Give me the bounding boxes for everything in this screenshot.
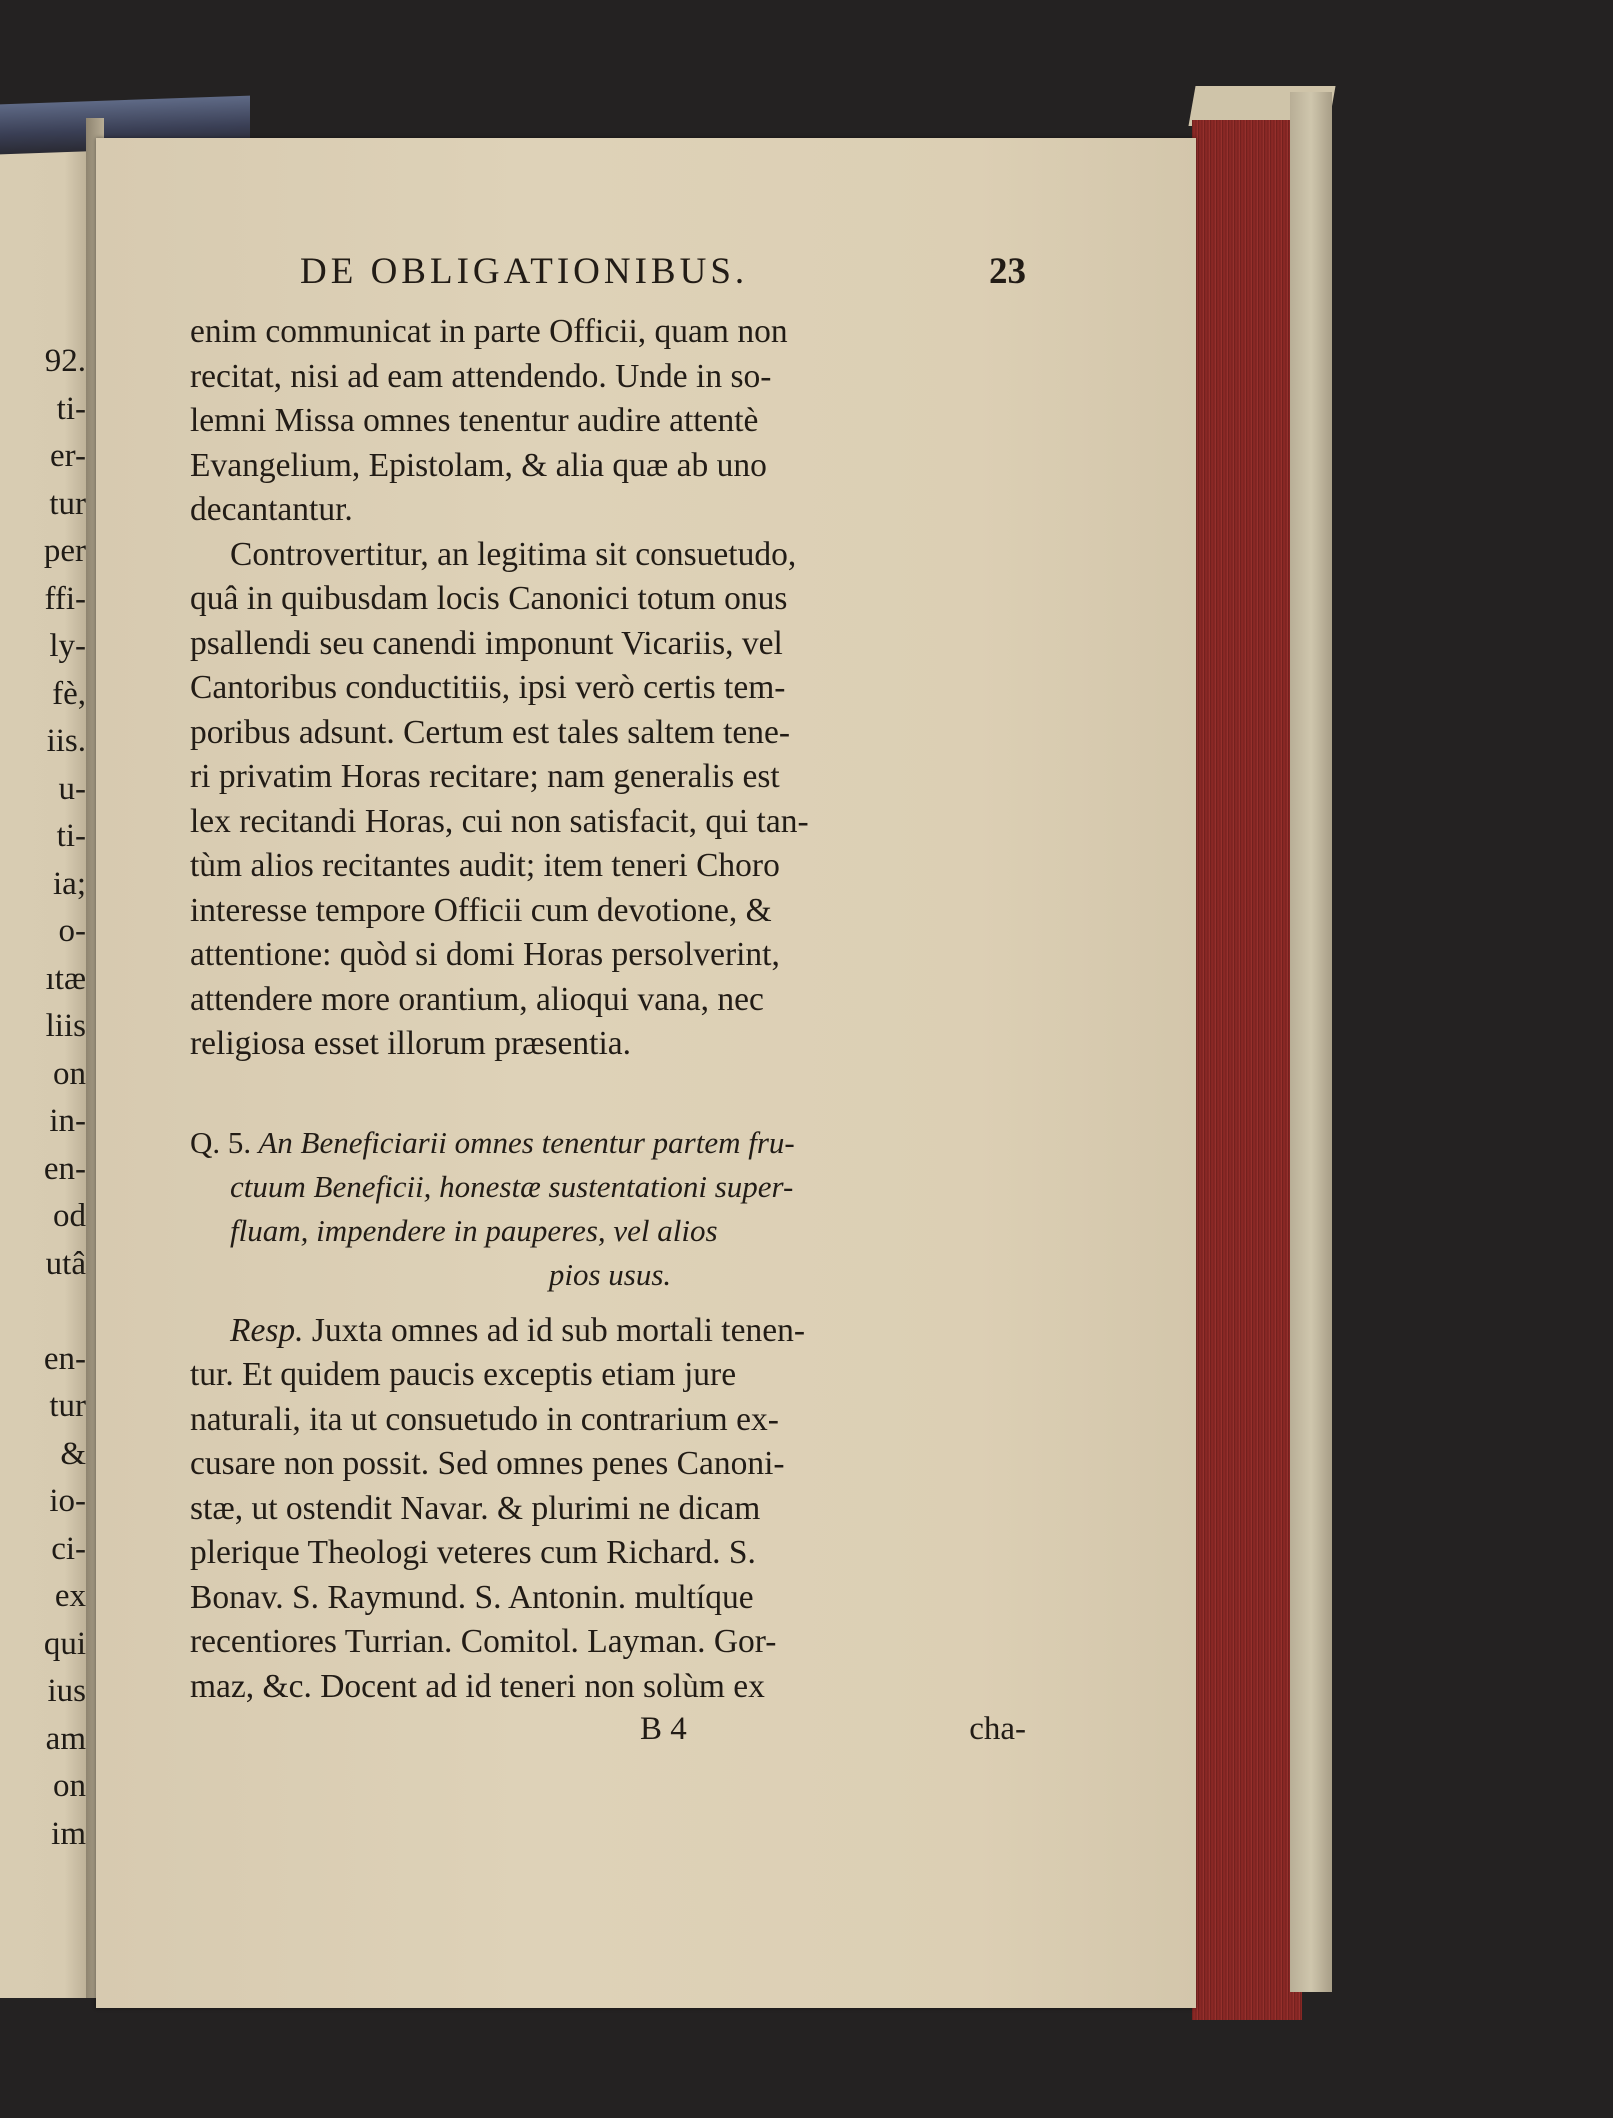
answer-line: maz, &c. Docent ad id teneri non solùm ex	[190, 1667, 765, 1705]
text-line: decantantur.	[190, 491, 353, 528]
question-line: fluam, impendere in pauperes, vel alios	[230, 1212, 718, 1248]
question-line: pios usus.	[548, 1256, 672, 1292]
paragraph-1	[190, 310, 1030, 533]
text-line: ri privatim Horas recitare; nam generalis est	[190, 758, 780, 795]
question-line: An Beneficiarii omnes tenentur partem fru-	[258, 1124, 795, 1160]
running-title: DE OBLIGATIONIBUS.	[300, 251, 749, 292]
left-page-fragment: tur	[49, 485, 86, 522]
page-text-block	[190, 250, 1030, 1761]
question-line: ctuum Beneficii, honestæ sustentationi super-	[230, 1168, 794, 1204]
catchword: cha-	[969, 1711, 1026, 1747]
left-page-fragment: qui	[43, 1625, 86, 1662]
page-number: 23	[989, 251, 1026, 292]
text-line: lex recitandi Horas, cui non satisfacit, qui tan-	[190, 802, 809, 840]
left-page-fragment: ti-	[56, 390, 86, 427]
left-page-fragment: en-	[43, 1150, 86, 1187]
left-page-fragment: 92.	[44, 343, 86, 379]
left-page-text-fragments	[44, 338, 86, 1858]
red-page-edges	[1192, 120, 1302, 2020]
left-page-fragment: liis	[45, 1008, 86, 1044]
left-page-fragment: er-	[50, 438, 86, 474]
text-line: quâ in quibusdam locis Canonici totum onus	[190, 580, 788, 617]
question-block	[190, 1121, 1030, 1297]
text-line: psallendi seu canendi imponunt Vicariis, vel	[190, 624, 783, 662]
question-label: Q. 5.	[190, 1124, 252, 1160]
answer-line: stæ, ut ostendit Navar. & plurimi ne dicam	[190, 1489, 761, 1527]
text-line: Cantoribus conductitiis, ipsi verò certis tem-	[190, 669, 786, 706]
left-page-fragment: ti-	[56, 818, 86, 854]
left-page-fragment: on	[53, 1055, 86, 1092]
left-page-fragment: u-	[58, 770, 86, 807]
text-line: recitat, nisi ad eam attendendo. Unde in so-	[190, 357, 772, 395]
answer-label: Resp.	[230, 1311, 304, 1349]
left-page-fragment: iis.	[46, 723, 86, 759]
left-page-fragment: od	[53, 1198, 86, 1234]
left-page	[0, 118, 92, 1998]
answer-line: recentiores Turrian. Comitol. Layman. Gor-	[190, 1623, 777, 1660]
answer-block	[190, 1309, 1030, 1710]
left-page-fragment: ci-	[51, 1530, 86, 1567]
answer-line: plerique Theologi veteres cum Richard. S.	[190, 1534, 756, 1571]
text-line: tùm alios recitantes audit; item teneri Choro	[190, 847, 780, 884]
answer-line: tur. Et quidem paucis exceptis etiam jure	[190, 1356, 737, 1393]
text-line: attendere more orantium, alioqui vana, nec	[190, 980, 764, 1018]
text-line: attentione: quòd si domi Horas persolverint,	[190, 936, 780, 973]
page-footer	[190, 1711, 1030, 1761]
left-page-fragment: o-	[58, 913, 86, 949]
left-page-fragment: per	[43, 533, 86, 569]
text-line: lemni Missa omnes tenentur audire attentè	[190, 402, 759, 439]
left-page-fragment: tur	[49, 1388, 86, 1424]
left-page-fragment: ly-	[49, 628, 86, 664]
answer-line: naturali, ita ut consuetudo in contrarium ex-	[190, 1400, 779, 1438]
text-line: Controvertitur, an legitima sit consuetudo,	[230, 535, 797, 573]
paragraph-2	[190, 533, 1030, 1067]
left-page-fragment: ia;	[53, 865, 86, 902]
answer-line: Bonav. S. Raymund. S. Antonin. multíque	[190, 1578, 754, 1616]
answer-line: cusare non possit. Sed omnes penes Canoni-	[190, 1445, 785, 1482]
text-line: poribus adsunt. Certum est tales saltem tene-	[190, 713, 791, 751]
left-page-fragment: en-	[43, 1340, 86, 1377]
left-page-fragment: am	[45, 1720, 86, 1757]
left-page-fragment: in-	[49, 1103, 86, 1139]
left-page-fragment	[44, 1288, 86, 1336]
left-page-fragment: fè,	[52, 675, 86, 712]
answer-line: Juxta omnes ad id sub mortali tenen-	[311, 1311, 805, 1349]
left-page-fragment: ex	[54, 1578, 86, 1614]
left-page-fragment: ıtæ	[45, 960, 86, 997]
left-page-fragment: ffi-	[44, 580, 86, 617]
left-page-fragment: &	[60, 1435, 86, 1472]
text-line: Evangelium, Epistolam, & alia quæ ab uno	[190, 446, 767, 484]
text-line: religiosa esset illorum præsentia.	[190, 1025, 631, 1062]
left-page-fragment: ius	[47, 1673, 86, 1709]
left-page-fragment: utâ	[45, 1245, 86, 1282]
text-line: interesse tempore Officii cum devotione, &	[190, 891, 772, 929]
left-page-fragment: im	[51, 1815, 86, 1852]
left-page-fragment: io-	[49, 1483, 86, 1519]
cover-right-edge	[1290, 92, 1332, 1992]
signature-mark: B 4	[640, 1711, 687, 1747]
running-head	[190, 250, 1030, 310]
left-page-fragment: on	[53, 1768, 86, 1804]
text-line: enim communicat in parte Officii, quam non	[190, 313, 788, 350]
